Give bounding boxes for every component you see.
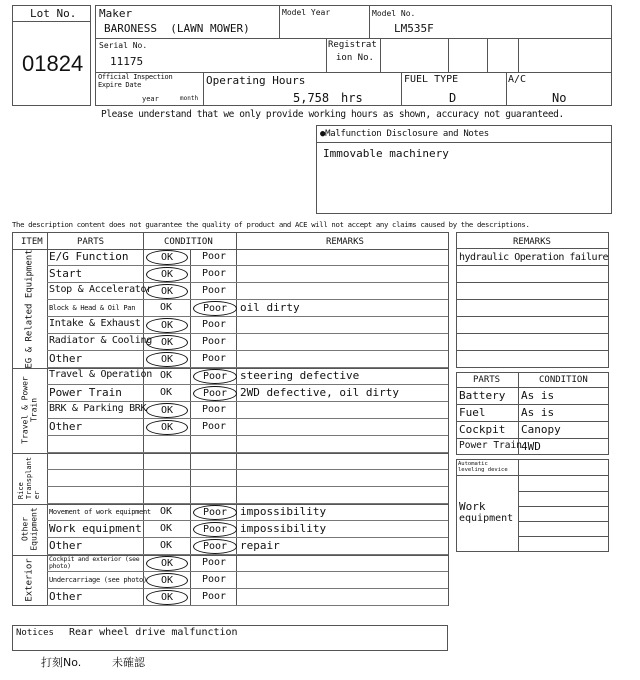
ok-option[interactable]: OK: [146, 590, 188, 605]
year-label: year: [142, 95, 159, 103]
malfunction-text: Immovable machinery: [323, 147, 449, 160]
poor-option[interactable]: Poor: [201, 404, 227, 415]
maker-label: Maker: [99, 7, 133, 20]
work-label-1: Work: [459, 500, 486, 513]
table-row: [47, 436, 448, 453]
ok-option[interactable]: OK: [159, 370, 173, 381]
table-row: [47, 487, 448, 504]
ok-option[interactable]: OK: [146, 284, 188, 299]
group-label-travel: [21, 376, 39, 443]
remark-text: repair: [240, 539, 280, 552]
header-remarks: REMARKS: [326, 237, 364, 247]
poor-option[interactable]: Poor: [201, 421, 227, 432]
poor-option[interactable]: Poor: [201, 557, 227, 568]
poor-option[interactable]: Poor: [193, 301, 237, 316]
side-remarks-box: [456, 232, 609, 368]
table-row: [47, 334, 448, 351]
remark-text: impossibility: [240, 522, 327, 535]
operating-hours-value: 5,758: [293, 91, 330, 105]
group-label-travel-line2: Train: [29, 397, 39, 423]
poor-option[interactable]: Poor: [193, 369, 237, 384]
part-name: Radiator & Cooling: [49, 335, 152, 346]
part-name: Undercarriage (see photo): [49, 576, 147, 584]
table-row: [47, 317, 448, 334]
ok-option[interactable]: OK: [159, 387, 173, 398]
stamp-value: 未確認: [112, 656, 145, 669]
remark-line: [457, 316, 608, 317]
remark-line: [457, 282, 608, 283]
table-row: [47, 521, 448, 538]
month-label: month: [180, 95, 199, 102]
table-row: [47, 453, 448, 470]
remark-line: [457, 248, 608, 249]
group-label-rice-line2: Transplant: [25, 456, 34, 500]
part-name: E/G Function: [49, 250, 129, 263]
side-part-condition: As is: [521, 389, 555, 402]
malfunction-box: [316, 125, 612, 214]
remark-line: [457, 333, 608, 334]
parts-line: [457, 421, 608, 422]
part-name: Other: [49, 590, 83, 603]
malfunction-title: ●Malfunction Disclosure and Notes: [320, 129, 489, 139]
remark-text: oil dirty: [240, 301, 300, 314]
inspection-label-2: Expire Date: [98, 81, 142, 89]
part-name: Cockpit and exterior (see photo): [49, 555, 140, 570]
group-label-other-line1: Other: [20, 516, 30, 542]
ac-label: A/C: [508, 74, 527, 85]
table-row: [47, 300, 448, 317]
poor-option[interactable]: Poor: [201, 591, 227, 602]
side-work-box: [456, 459, 609, 552]
ok-option[interactable]: OK: [146, 335, 188, 350]
hours-disclaimer: Please understand that we only provide working hours as shown, accuracy not guaranteed.: [101, 109, 564, 120]
part-name: Other: [49, 352, 83, 365]
remark-text: 2WD defective, oil dirty: [240, 386, 399, 399]
model-no-label: Model No.: [372, 9, 416, 18]
ok-option[interactable]: OK: [146, 420, 188, 435]
group-label-exterior: Exterior: [24, 558, 35, 602]
side-parts-header-parts: PARTS: [473, 375, 501, 385]
poor-option[interactable]: Poor: [201, 285, 227, 296]
remark-text: impossibility: [240, 505, 327, 518]
ok-option[interactable]: OK: [159, 523, 173, 534]
side-part-name: Fuel: [459, 406, 486, 419]
group-label-other-equipment: [21, 507, 39, 550]
table-row: [47, 368, 448, 385]
poor-option[interactable]: Poor: [193, 505, 237, 520]
part-name: Other: [49, 420, 83, 433]
group-label-eg: EG & Related Equipment: [24, 248, 35, 369]
table-row: [47, 572, 448, 589]
parts-line: [457, 404, 608, 405]
group-cell-exterior: [13, 555, 46, 605]
side-parts-box: [456, 372, 609, 455]
registration-label-2: ion No.: [336, 53, 374, 63]
part-name: BRK & Parking BRK: [49, 403, 147, 414]
work-label-2: equipment: [459, 513, 514, 524]
group-cell-travel: [13, 368, 46, 452]
group-label-other-line2: Equipment: [29, 507, 39, 551]
ok-option[interactable]: OK: [146, 352, 188, 367]
ok-option[interactable]: OK: [159, 540, 173, 551]
stamp-label: 打刻No.: [41, 656, 82, 669]
lot-box: [12, 5, 91, 106]
part-name: Intake & Exhaust: [49, 318, 141, 329]
ac-value: No: [552, 91, 567, 105]
poor-option[interactable]: Poor: [193, 386, 237, 401]
ok-option[interactable]: OK: [146, 318, 188, 333]
table-row: [47, 470, 448, 487]
model-year-label: Model Year: [282, 8, 331, 17]
ok-option[interactable]: OK: [159, 302, 173, 313]
part-name: Block & Head & Oil Pan: [49, 304, 136, 312]
registration-label-1: Registrat: [328, 40, 377, 50]
part-name: Stop & Accelerator: [49, 284, 152, 295]
table-row: [47, 504, 448, 521]
header-item: ITEM: [21, 237, 43, 247]
table-row: [47, 555, 448, 572]
model-no-value: LM535F: [394, 22, 434, 35]
part-name: Work equipment: [49, 522, 142, 535]
poor-option[interactable]: Poor: [201, 336, 227, 347]
side-part-name: Battery: [459, 389, 506, 402]
notices-box: [12, 625, 448, 651]
auto-level-label: Automatic leveling device: [458, 461, 508, 473]
inspection-label-1: Official Inspection: [98, 73, 173, 81]
notices-label: Notices: [16, 628, 54, 638]
poor-option[interactable]: Poor: [201, 251, 227, 262]
group-label-travel-line1: Travel & Power: [20, 376, 30, 444]
group-label-rice-line1: Rice: [17, 482, 26, 500]
group-label-rice: [18, 457, 42, 499]
side-remarks-first: hydraulic Operation failure: [459, 252, 609, 263]
remark-line: [457, 299, 608, 300]
poor-option[interactable]: Poor: [193, 522, 237, 537]
group-cell-other-equipment: [13, 504, 46, 554]
remark-line: [457, 350, 608, 351]
parts-line: [457, 438, 608, 439]
part-name: Power Train: [49, 386, 122, 399]
part-name: Other: [49, 539, 83, 552]
part-name: Travel & Operation: [49, 369, 152, 380]
side-part-condition: 4WD: [521, 440, 541, 453]
hours-unit: hrs: [341, 91, 363, 105]
poor-option[interactable]: Poor: [201, 319, 227, 330]
part-name: Movement of work equipment: [49, 508, 151, 516]
header-condition: CONDITION: [164, 237, 213, 247]
poor-option[interactable]: Poor: [201, 268, 227, 279]
side-part-name: Power Train: [459, 440, 522, 451]
poor-option[interactable]: Poor: [201, 353, 227, 364]
operating-hours-label: Operating Hours: [206, 74, 306, 87]
remark-line: [457, 265, 608, 266]
group-cell-eg: [13, 250, 46, 367]
poor-option[interactable]: Poor: [193, 539, 237, 554]
part-name: Start: [49, 267, 83, 280]
table-row: [47, 249, 448, 266]
ok-option[interactable]: OK: [146, 403, 188, 418]
side-remarks-header: REMARKS: [513, 237, 551, 247]
lot-number: 01824: [22, 51, 84, 76]
table-row: [47, 266, 448, 283]
table-row: [47, 351, 448, 368]
table-row: [47, 538, 448, 555]
header-parts: PARTS: [77, 237, 105, 247]
side-parts-header-condition: CONDITION: [539, 375, 588, 385]
fuel-label: FUEL TYPE: [404, 74, 459, 85]
vehicle-info-grid: [95, 5, 612, 106]
group-label-rice-line3: er: [33, 490, 42, 500]
side-part-name: Cockpit: [459, 423, 506, 436]
notices-text: Rear wheel drive malfunction: [69, 627, 238, 638]
ok-option[interactable]: OK: [146, 267, 188, 282]
serial-value: 11175: [110, 55, 144, 68]
table-row: [47, 283, 448, 300]
lot-label: Lot No.: [30, 7, 77, 20]
description-disclaimer: The description content does not guarantee the quality of product and ACE will not accept any claims caused by the descriptions.: [12, 220, 530, 229]
serial-label: Serial No.: [99, 41, 148, 50]
table-row: [47, 402, 448, 419]
fuel-value: D: [449, 91, 457, 105]
poor-option[interactable]: Poor: [201, 574, 227, 585]
ok-option[interactable]: OK: [146, 556, 188, 571]
table-row: [47, 419, 448, 436]
ok-option[interactable]: OK: [159, 506, 173, 517]
side-part-condition: As is: [521, 406, 555, 419]
table-row: [47, 589, 448, 606]
remark-text: steering defective: [240, 369, 360, 382]
ok-option[interactable]: OK: [146, 573, 188, 588]
maker-value: BARONESS (LAWN MOWER): [104, 22, 250, 35]
group-cell-rice: [13, 453, 46, 503]
side-part-condition: Canopy: [521, 423, 561, 436]
table-row: [47, 385, 448, 402]
ok-option[interactable]: OK: [146, 250, 188, 265]
